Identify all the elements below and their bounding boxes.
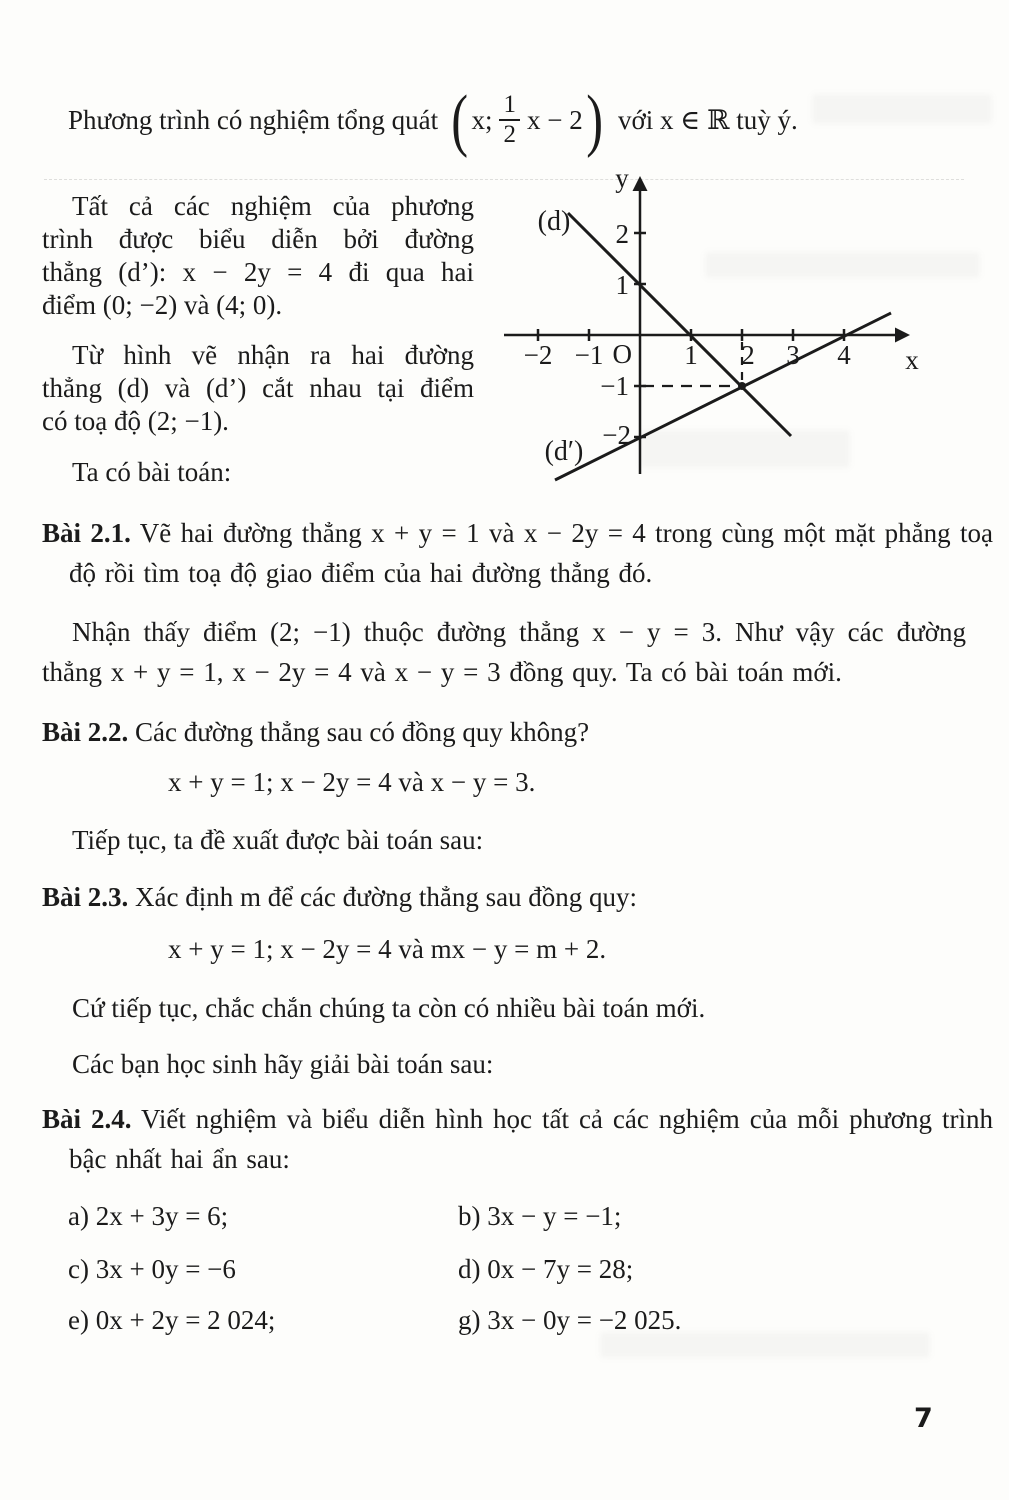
item-row xyxy=(0,1199,1009,1233)
line-d-label: (d) xyxy=(537,206,571,237)
intro-sentence xyxy=(68,81,798,159)
paragraph-nhan-thay: Nhận thấy điểm (2; −1) thuộc đường thẳng x − y = 3. Như vậy các đường thẳng x + y = 1, x − 2y = 4 và x − y = 3 đồng quy. Ta có bài toán mới. xyxy=(42,617,966,687)
x-tick-label: 3 xyxy=(786,340,800,370)
item-row xyxy=(0,1303,1009,1337)
item-a: a) 2x + 3y = 6; xyxy=(68,1201,229,1231)
x-axis-arrow xyxy=(895,328,910,343)
paragraph-ta-co-bai-toan: Ta có bài toán: xyxy=(72,457,232,487)
origin-label: O xyxy=(612,339,632,369)
tuple-tail: x − 2 xyxy=(526,104,583,135)
text-line: Tất cả các nghiệm của phương xyxy=(72,191,474,221)
y-tick-label: −2 xyxy=(602,420,631,450)
paragraph-tiep-tuc: Tiếp tục, ta đề xuất được bài toán sau: xyxy=(72,825,484,855)
text-line: có toạ độ (2; −1). xyxy=(42,406,229,436)
text-line: trình được biểu diễn bởi đường xyxy=(42,224,474,254)
line-d-prime-label: (d′) xyxy=(544,436,584,467)
y-tick-label: 1 xyxy=(615,270,629,300)
problem-2-2 xyxy=(42,712,589,752)
x-tick-label: −1 xyxy=(574,340,604,370)
x-tick-label: −2 xyxy=(523,340,553,370)
x-tick-label: 1 xyxy=(684,340,698,370)
paragraph-solutions-line xyxy=(42,190,474,322)
page-number: 7 xyxy=(914,1403,933,1434)
problem-text: Xác định m để các đường thẳng sau đồng quy: xyxy=(135,882,638,912)
intersection-point xyxy=(738,382,746,390)
problem-label: Bài 2.3. xyxy=(42,882,129,912)
tuple-x: x; xyxy=(471,104,493,135)
fraction-denominator: 2 xyxy=(503,121,516,148)
item-c: c) 3x + 0y = −6 xyxy=(68,1254,236,1284)
text-line: thẳng (d) và (d’) cắt nhau tại điểm xyxy=(42,373,474,403)
equation-2-2: x + y = 1; x − 2y = 4 và x − y = 3. xyxy=(168,767,536,797)
y-axis-arrow xyxy=(633,176,648,191)
item-row xyxy=(0,1252,1009,1286)
problem-label: Bài 2.2. xyxy=(42,717,129,747)
problem-2-1 xyxy=(42,513,993,593)
paragraph-cu-tiep-tuc: Cứ tiếp tục, chắc chắn chúng ta còn có nhiều bài toán mới. xyxy=(72,993,706,1023)
y-axis-label: y xyxy=(615,163,629,193)
problem-label: Bài 2.4. xyxy=(42,1104,132,1134)
coordinate-graph xyxy=(498,163,962,495)
item-e: e) 0x + 2y = 2 024; xyxy=(68,1305,276,1335)
problem-text: Vẽ hai đường thẳng x + y = 1 và x − 2y = 4 trong cùng một mặt phẳng toạ độ rồi tìm toạ độ giao điểm của hai đường thẳng đó. xyxy=(69,518,993,588)
problem-2-4 xyxy=(42,1099,993,1179)
x-tick-label: 4 xyxy=(837,340,851,370)
intro-suffix: với x ∈ ℝ tuỳ ý. xyxy=(618,104,798,135)
text-line: Từ hình vẽ nhận ra hai đường xyxy=(72,340,474,370)
intro-prefix: Phương trình có nghiệm tổng quát xyxy=(68,104,439,135)
y-tick-label: −1 xyxy=(600,371,629,401)
y-tick-label: 2 xyxy=(615,219,629,249)
fraction-one-half xyxy=(499,92,520,149)
problem-text: Viết nghiệm và biểu diễn hình học tất cả các nghiệm của mỗi phương trình bậc nhất hai ẩn sau: xyxy=(69,1104,994,1174)
x-axis-label: x xyxy=(905,345,919,375)
item-g: g) 3x − 0y = −2 025. xyxy=(458,1305,682,1335)
open-paren: ( xyxy=(451,81,469,159)
item-d: d) 0x − 7y = 28; xyxy=(458,1254,634,1284)
close-paren: ) xyxy=(585,81,603,159)
x-tick-label: 2 xyxy=(741,340,755,370)
problem-label: Bài 2.1. xyxy=(42,518,131,548)
line-d xyxy=(568,213,791,436)
text-line: điểm (0; −2) và (4; 0). xyxy=(42,290,283,320)
paragraph-intersection xyxy=(42,339,474,438)
problem-2-3 xyxy=(42,877,637,917)
text-line: thẳng (d’): x − 2y = 4 đi qua hai xyxy=(42,257,474,287)
solution-tuple xyxy=(471,92,582,149)
print-bleed-artifact xyxy=(812,94,992,124)
paragraph-cac-ban: Các bạn học sinh hãy giải bài toán sau: xyxy=(72,1049,494,1079)
fraction-numerator: 1 xyxy=(499,92,520,121)
equation-2-3: x + y = 1; x − 2y = 4 và mx − y = m + 2. xyxy=(168,934,607,964)
item-b: b) 3x − y = −1; xyxy=(458,1201,622,1231)
problem-text: Các đường thẳng sau có đồng quy không? xyxy=(135,717,590,747)
